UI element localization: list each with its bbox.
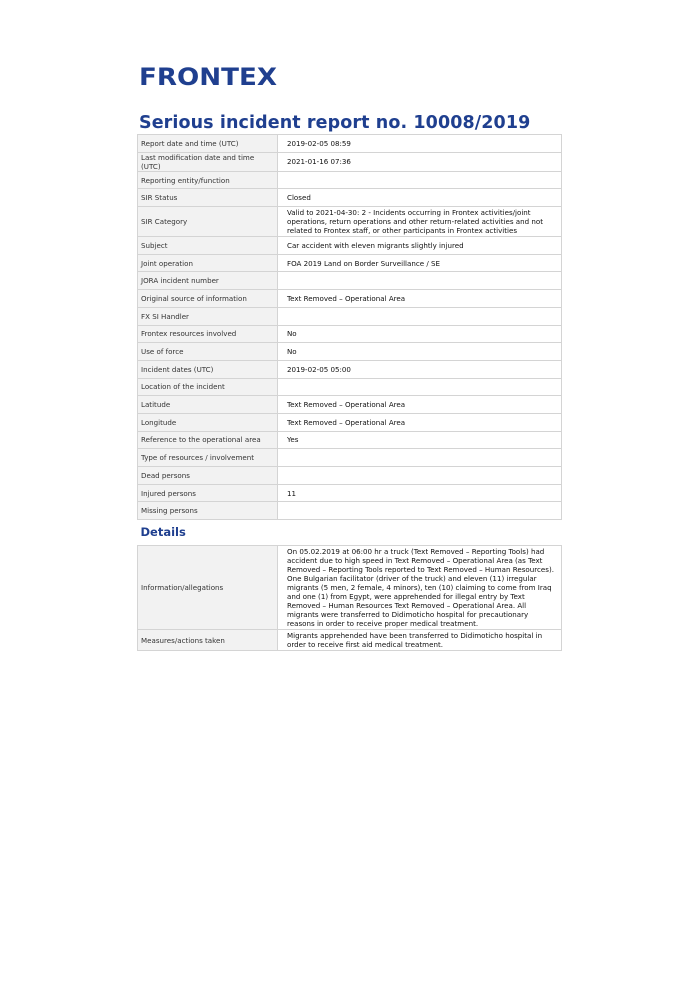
field-label: Last modification date and time (UTC) (138, 152, 278, 171)
field-value: 2019-02-05 05:00 (278, 360, 562, 378)
field-value: FOA 2019 Land on Border Surveillance / SE (278, 254, 562, 272)
field-value (278, 171, 562, 189)
field-label: Frontex resources involved (138, 325, 278, 343)
table-row (138, 171, 562, 189)
incident-report-table (137, 134, 562, 651)
field-value (278, 307, 562, 325)
field-label: Joint operation (138, 254, 278, 272)
field-label: Reference to the operational area (138, 431, 278, 449)
details-heading-row (138, 520, 562, 546)
table-row (138, 189, 562, 207)
field-label: Information/allegations (138, 546, 278, 630)
field-value (278, 449, 562, 467)
field-value: 2019-02-05 08:59 (278, 135, 562, 153)
field-label: Measures/actions taken (138, 630, 278, 651)
field-value: 11 (278, 484, 562, 502)
svg-text:FRONTEX: FRONTEX (139, 63, 278, 90)
field-value: Closed (278, 189, 562, 207)
field-label: JORA incident number (138, 272, 278, 290)
field-label: Missing persons (138, 502, 278, 520)
table-row (138, 272, 562, 290)
table-row (138, 413, 562, 431)
table-row (138, 254, 562, 272)
field-label: Dead persons (138, 467, 278, 485)
table-row (138, 378, 562, 396)
table-row (138, 237, 562, 255)
field-value (278, 502, 562, 520)
field-label: Incident dates (UTC) (138, 360, 278, 378)
field-label: SIR Status (138, 189, 278, 207)
table-row (138, 290, 562, 308)
table-row (138, 152, 562, 171)
details-heading: Details (140, 525, 186, 540)
field-value: Text Removed – Operational Area (278, 290, 562, 308)
field-value: Migrants apprehended have been transferred to Didimoticho hospital in order to receive first aid medical treatment. (278, 630, 562, 651)
table-row (138, 396, 562, 414)
table-row (138, 135, 562, 153)
field-value: Valid to 2021-04-30: 2 - Incidents occurring in Frontex activities/joint operations, return operations and other return-related activities and not related to Frontex staff, or other participants in Frontex activities (278, 207, 562, 237)
page-title: Serious incident report no. 10008/2019 (139, 113, 531, 133)
field-label: SIR Category (138, 207, 278, 237)
field-label: Location of the incident (138, 378, 278, 396)
field-value: Car accident with eleven migrants slightly injured (278, 237, 562, 255)
table-row (138, 207, 562, 237)
field-value: Text Removed – Operational Area (278, 413, 562, 431)
field-value: No (278, 325, 562, 343)
field-label: Original source of information (138, 290, 278, 308)
field-label: Report date and time (UTC) (138, 135, 278, 153)
field-value (278, 467, 562, 485)
field-label: Reporting entity/function (138, 171, 278, 189)
table-row (138, 630, 562, 651)
field-value (278, 272, 562, 290)
table-row (138, 502, 562, 520)
field-value: 2021-01-16 07:36 (278, 152, 562, 171)
field-label: Latitude (138, 396, 278, 414)
field-value: Text Removed – Operational Area (278, 396, 562, 414)
field-label: Injured persons (138, 484, 278, 502)
table-row (138, 325, 562, 343)
table-row (138, 467, 562, 485)
field-label: Longitude (138, 413, 278, 431)
field-value (278, 378, 562, 396)
field-label: Subject (138, 237, 278, 255)
table-row (138, 360, 562, 378)
frontex-logo (139, 62, 279, 90)
table-row (138, 546, 562, 630)
table-row (138, 343, 562, 361)
field-value: Yes (278, 431, 562, 449)
field-label: Use of force (138, 343, 278, 361)
table-row (138, 307, 562, 325)
field-value: No (278, 343, 562, 361)
table-row (138, 484, 562, 502)
table-row (138, 449, 562, 467)
field-value: On 05.02.2019 at 06:00 hr a truck (Text Removed – Reporting Tools) had accident due to high speed in Text Removed – Operational Area (as Text Removed – Reporting Tools reported to Text Removed – Human Resources). One Bulgarian facilitator (driver of the truck) and eleven (11) irregular migrants (5 men, 2 female, 4 minors), ten (10) claiming to come from Iraq and one (1) from Egypt, were apprehended for illegal entry by Text Removed – Human Resources Text Removed – Operational Area. All migrants were transferred to Didimoticho hospital for precautionary reasons in order to receive proper medical treatment. (278, 546, 562, 630)
table-row (138, 431, 562, 449)
field-label: FX SI Handler (138, 307, 278, 325)
field-label: Type of resources / involvement (138, 449, 278, 467)
